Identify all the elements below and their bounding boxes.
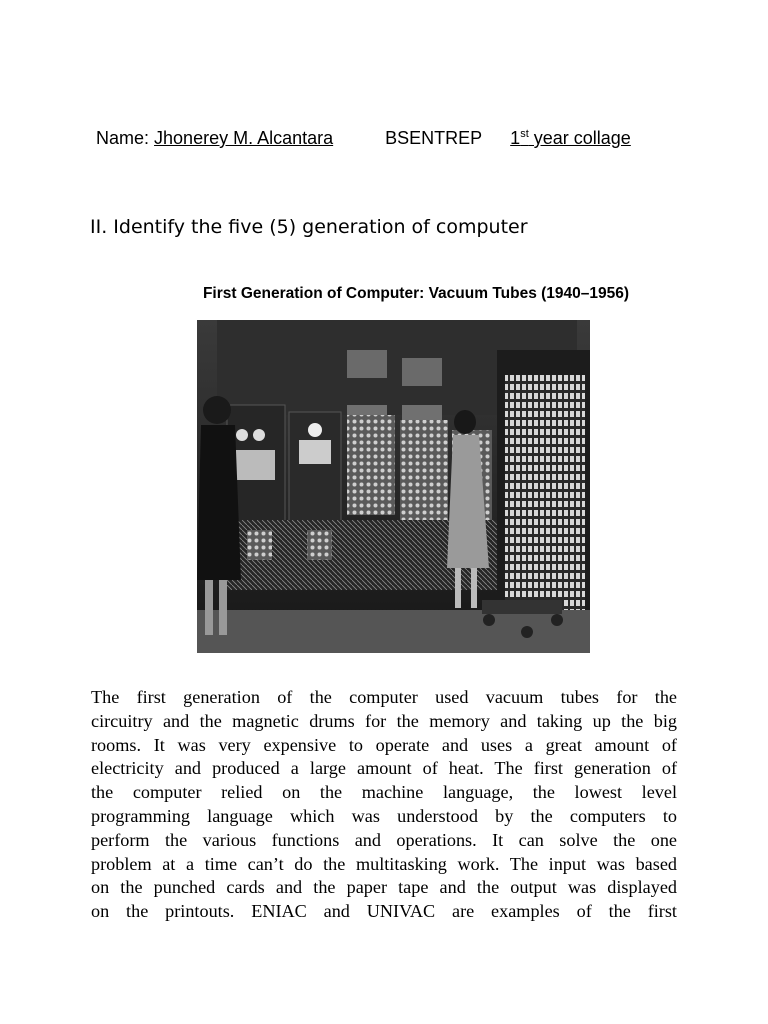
name-label: Name: bbox=[96, 128, 155, 148]
section-heading: II. Identify the five (5) generation of computer bbox=[90, 216, 528, 238]
paragraph-line: electricity and produced a large amount of heat. The first generation of bbox=[91, 758, 677, 779]
paragraph-line: the computer relied on the machine language, the lowest level bbox=[91, 782, 677, 803]
paragraph-line: rooms. It was very expensive to operate and uses a great amount of bbox=[91, 734, 677, 755]
paragraph-line: on the printouts. ENIAC and UNIVAC are examples of the first bbox=[91, 901, 677, 922]
program-name: BSENTREP bbox=[385, 128, 483, 148]
year-level: 1st year collage bbox=[510, 128, 631, 148]
eniac-photo-icon bbox=[197, 320, 590, 653]
body-paragraph bbox=[91, 686, 677, 924]
paragraph-line: The first generation of the computer used vacuum tubes for the bbox=[91, 687, 677, 707]
student-info-line bbox=[96, 128, 696, 149]
paragraph-line: programming language which was understood by the computers to bbox=[91, 805, 677, 826]
paragraph-line: on the punched cards and the paper tape and the output was displayed bbox=[91, 877, 677, 898]
student-name: Jhonerey M. Alcantara bbox=[154, 128, 334, 148]
paragraph-line: perform the various functions and operations. It can solve the one bbox=[91, 829, 677, 850]
paragraph-line: circuitry and the magnetic drums for the memory and taking up the big bbox=[91, 710, 677, 731]
eniac-photo bbox=[197, 320, 590, 653]
figure-title: First Generation of Computer: Vacuum Tubes (1940–1956) bbox=[202, 285, 630, 302]
paragraph-line: problem at a time can’t do the multitasking work. The input was based bbox=[91, 853, 677, 874]
